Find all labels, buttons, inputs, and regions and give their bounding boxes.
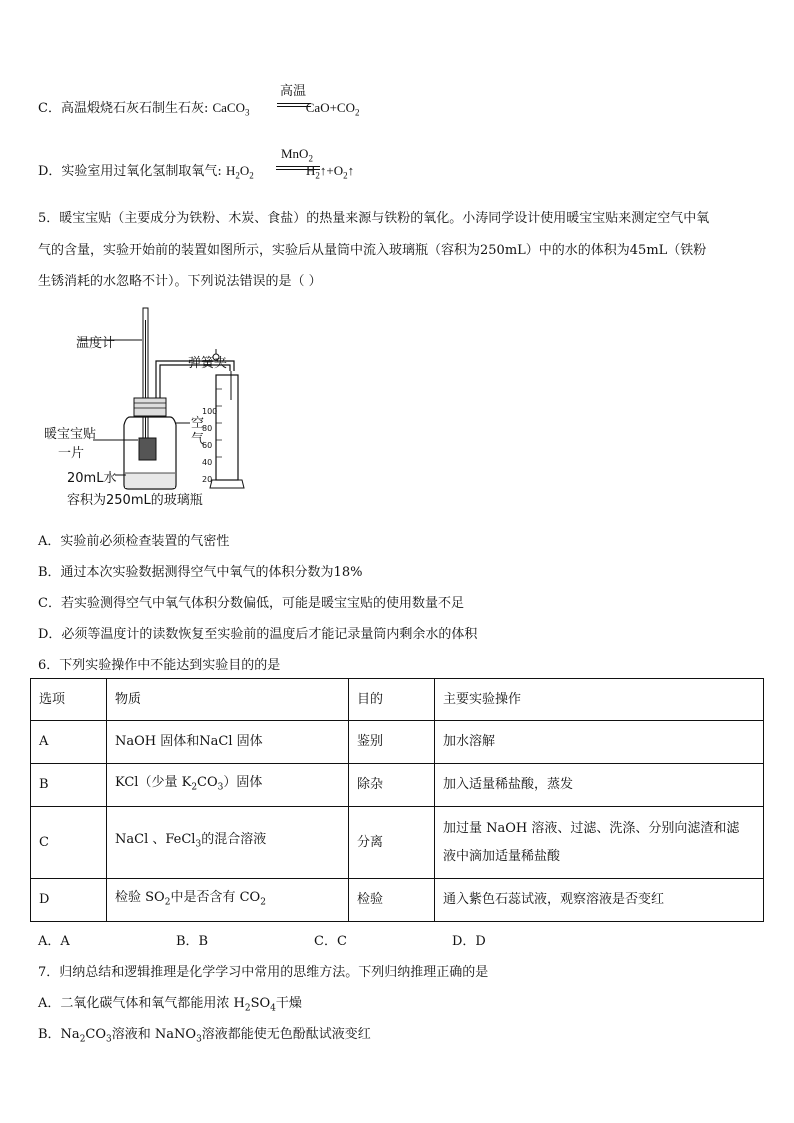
row-b-opt: B xyxy=(31,764,107,807)
q5-option-d: D．必须等温度计的读数恢复至实验前的温度后才能记录量筒内剩余水的体积 xyxy=(38,627,478,642)
row-b-sub-b: CO xyxy=(197,774,218,790)
option-d-prefix: D．实验室用过氧化氢制取氧气: xyxy=(38,164,226,179)
warmer-pad xyxy=(139,438,156,460)
cylinder-scale xyxy=(202,403,217,488)
option-c-prefix: C．高温煅烧石灰石制生石灰: xyxy=(38,101,213,116)
q7-a-sub1: 2 xyxy=(244,1003,251,1014)
condition-mno2 xyxy=(281,146,313,164)
row-b-sub-s1: 2 xyxy=(191,782,198,793)
co2-sub: 2 xyxy=(354,107,360,118)
equation-bar-c-top xyxy=(277,103,311,104)
q5-option-a: A．实验前必须检查装置的气密性 xyxy=(38,534,230,549)
q7-b-co: CO xyxy=(85,1027,107,1042)
row-c-op-line1: 加过量 NaOH 溶液、过滤、洗涤、分别向滤渣和滤 xyxy=(443,820,740,836)
mno-sub: 2 xyxy=(308,153,313,164)
table-row xyxy=(31,721,764,764)
equation-bar-c-bottom xyxy=(277,106,311,107)
row-b-sub-s2: 3 xyxy=(217,782,224,793)
row-d-sub-s2: 2 xyxy=(260,897,266,908)
row-a-sub: NaOH 固体和NaCl 固体 xyxy=(107,721,349,764)
h-sub: 2 xyxy=(235,170,240,181)
q7-a-so: SO xyxy=(250,996,271,1011)
o-sub: 2 xyxy=(249,170,254,181)
scale-100: 100 xyxy=(202,407,218,416)
table-row xyxy=(31,879,764,922)
row-c-sub-a: NaCl 、FeCl xyxy=(115,832,196,848)
q7-a-text: A．二氧化碳气体和氧气都能用浓 H xyxy=(38,996,245,1011)
caco3-sub: 3 xyxy=(244,107,250,118)
label-pad-1: 暖宝宝贴 xyxy=(44,427,97,442)
row-b-goal: 除杂 xyxy=(349,764,435,807)
q5-line1: 5．暖宝宝贴（主要成分为铁粉、木炭、食盐）的热量来源与铁粉的氧化。小涛同学设计使用暖宝宝贴来测定空气中氧 xyxy=(38,211,710,226)
row-d-sub xyxy=(107,879,349,922)
scale-60: 60 xyxy=(202,441,213,450)
o-text: O xyxy=(239,163,250,178)
mno-text: MnO xyxy=(281,146,309,161)
row-c-op-line2: 液中滴加适量稀盐酸 xyxy=(443,848,561,864)
scale-40: 40 xyxy=(202,458,213,467)
graduated-cylinder xyxy=(216,375,238,480)
q7-b-mid: 溶液和 NaNO xyxy=(111,1027,197,1042)
q7-b-end: 溶液都能使无色酚酞试液变红 xyxy=(201,1027,371,1042)
caco3-text: CaCO xyxy=(212,100,245,115)
equation-bar-d-bottom xyxy=(276,169,320,170)
table-header-row xyxy=(31,679,764,721)
q6-answer-a: A．A xyxy=(38,934,70,949)
q6-answer-d: D．D xyxy=(452,934,486,949)
formula-h2o2 xyxy=(225,163,254,181)
row-c-sub-b: 的混合溶液 xyxy=(201,832,267,848)
q7-b-sub1: 2 xyxy=(79,1034,86,1045)
row-c-op xyxy=(435,807,764,879)
q6-answer-b: B．B xyxy=(176,934,209,949)
up-arrow: ↑ xyxy=(347,163,355,178)
water-layer xyxy=(125,473,175,488)
table-row xyxy=(31,807,764,879)
row-c-sub xyxy=(107,807,349,879)
h2-text: H xyxy=(306,163,316,178)
row-c-sub-s1: 3 xyxy=(195,839,202,850)
row-c-opt: C xyxy=(31,807,107,879)
q7-title: 7．归纳总结和逻辑推理是化学学习中常用的思维方法。下列归纳推理正确的是 xyxy=(38,965,489,980)
row-d-sub-a: 检验 SO xyxy=(115,889,165,905)
scale-20: 20 xyxy=(202,475,213,484)
row-a-opt: A xyxy=(31,721,107,764)
q7-a-sub2: 4 xyxy=(270,1003,276,1014)
option-c-equation xyxy=(38,97,359,118)
label-air-1: 空 xyxy=(191,416,205,431)
header-operation: 主要实验操作 xyxy=(435,679,764,721)
label-thermometer: 温度计 xyxy=(76,336,116,351)
label-air-2: 气 xyxy=(191,432,205,447)
label-pad-2: 一片 xyxy=(58,446,85,461)
row-d-sub-s1: 2 xyxy=(164,897,171,908)
h-text: H xyxy=(225,163,236,178)
scale-80: 80 xyxy=(202,424,213,433)
formula-products-c xyxy=(305,100,360,118)
q7-a-end: 干燥 xyxy=(275,996,302,1011)
row-d-opt: D xyxy=(31,879,107,922)
o2-sub: 2 xyxy=(343,170,348,181)
row-a-op: 加水溶解 xyxy=(435,721,764,764)
q5-line3: 生锈消耗的水忽略不计）。下列说法错误的是（ ） xyxy=(38,274,322,289)
h2-sub: 2 xyxy=(315,170,320,181)
header-substance: 物质 xyxy=(107,679,349,721)
up-plus-o: ↑+O xyxy=(319,163,344,178)
q6-answer-c: C．C xyxy=(314,934,347,949)
stopper xyxy=(134,398,166,416)
formula-caco3 xyxy=(212,100,250,118)
q7-b-sub2: 3 xyxy=(106,1034,112,1045)
cao-co2-text: CaO+CO xyxy=(305,100,355,115)
row-d-goal: 检验 xyxy=(349,879,435,922)
equation-bar-d-top xyxy=(276,166,320,167)
row-b-sub-a: KCl（少量 K xyxy=(115,774,192,790)
label-water: 20mL水 xyxy=(67,471,117,486)
row-b-op: 加入适量稀盐酸，蒸发 xyxy=(435,764,764,807)
row-d-op: 通入紫色石蕊试液，观察溶液是否变红 xyxy=(435,879,764,922)
q5-line2: 气的含量，实验开始前的装置如图所示，实验后从量筒中流入玻璃瓶（容积为250mL）中的水的体积为45mL（铁粉 xyxy=(38,243,707,258)
q7-option-b xyxy=(38,1023,371,1045)
table-row xyxy=(31,764,764,807)
row-d-sub-b: 中是否含有 CO xyxy=(170,889,261,905)
label-clamp: 弹簧夹 xyxy=(188,356,228,371)
header-option: 选项 xyxy=(31,679,107,721)
row-b-sub xyxy=(107,764,349,807)
label-bottle: 容积为250mL的玻璃瓶 xyxy=(67,493,203,508)
row-c-goal: 分离 xyxy=(349,807,435,879)
q6-title: 6．下列实验操作中不能达到实验目的的是 xyxy=(38,658,281,673)
q6-table xyxy=(30,678,764,922)
q7-b-text: B．Na xyxy=(38,1027,80,1042)
row-b-sub-c: ）固体 xyxy=(223,774,263,790)
q5-option-b: B．通过本次实验数据测得空气中氧气的体积分数为18% xyxy=(38,565,363,580)
q7-option-a xyxy=(38,992,302,1014)
condition-high-temp: 高温 xyxy=(280,84,307,99)
header-purpose: 目的 xyxy=(349,679,435,721)
q7-b-sub3: 3 xyxy=(196,1034,202,1045)
row-a-goal: 鉴别 xyxy=(349,721,435,764)
q5-option-c: C．若实验测得空气中氧气体积分数偏低，可能是暖宝宝贴的使用数量不足 xyxy=(38,596,464,611)
